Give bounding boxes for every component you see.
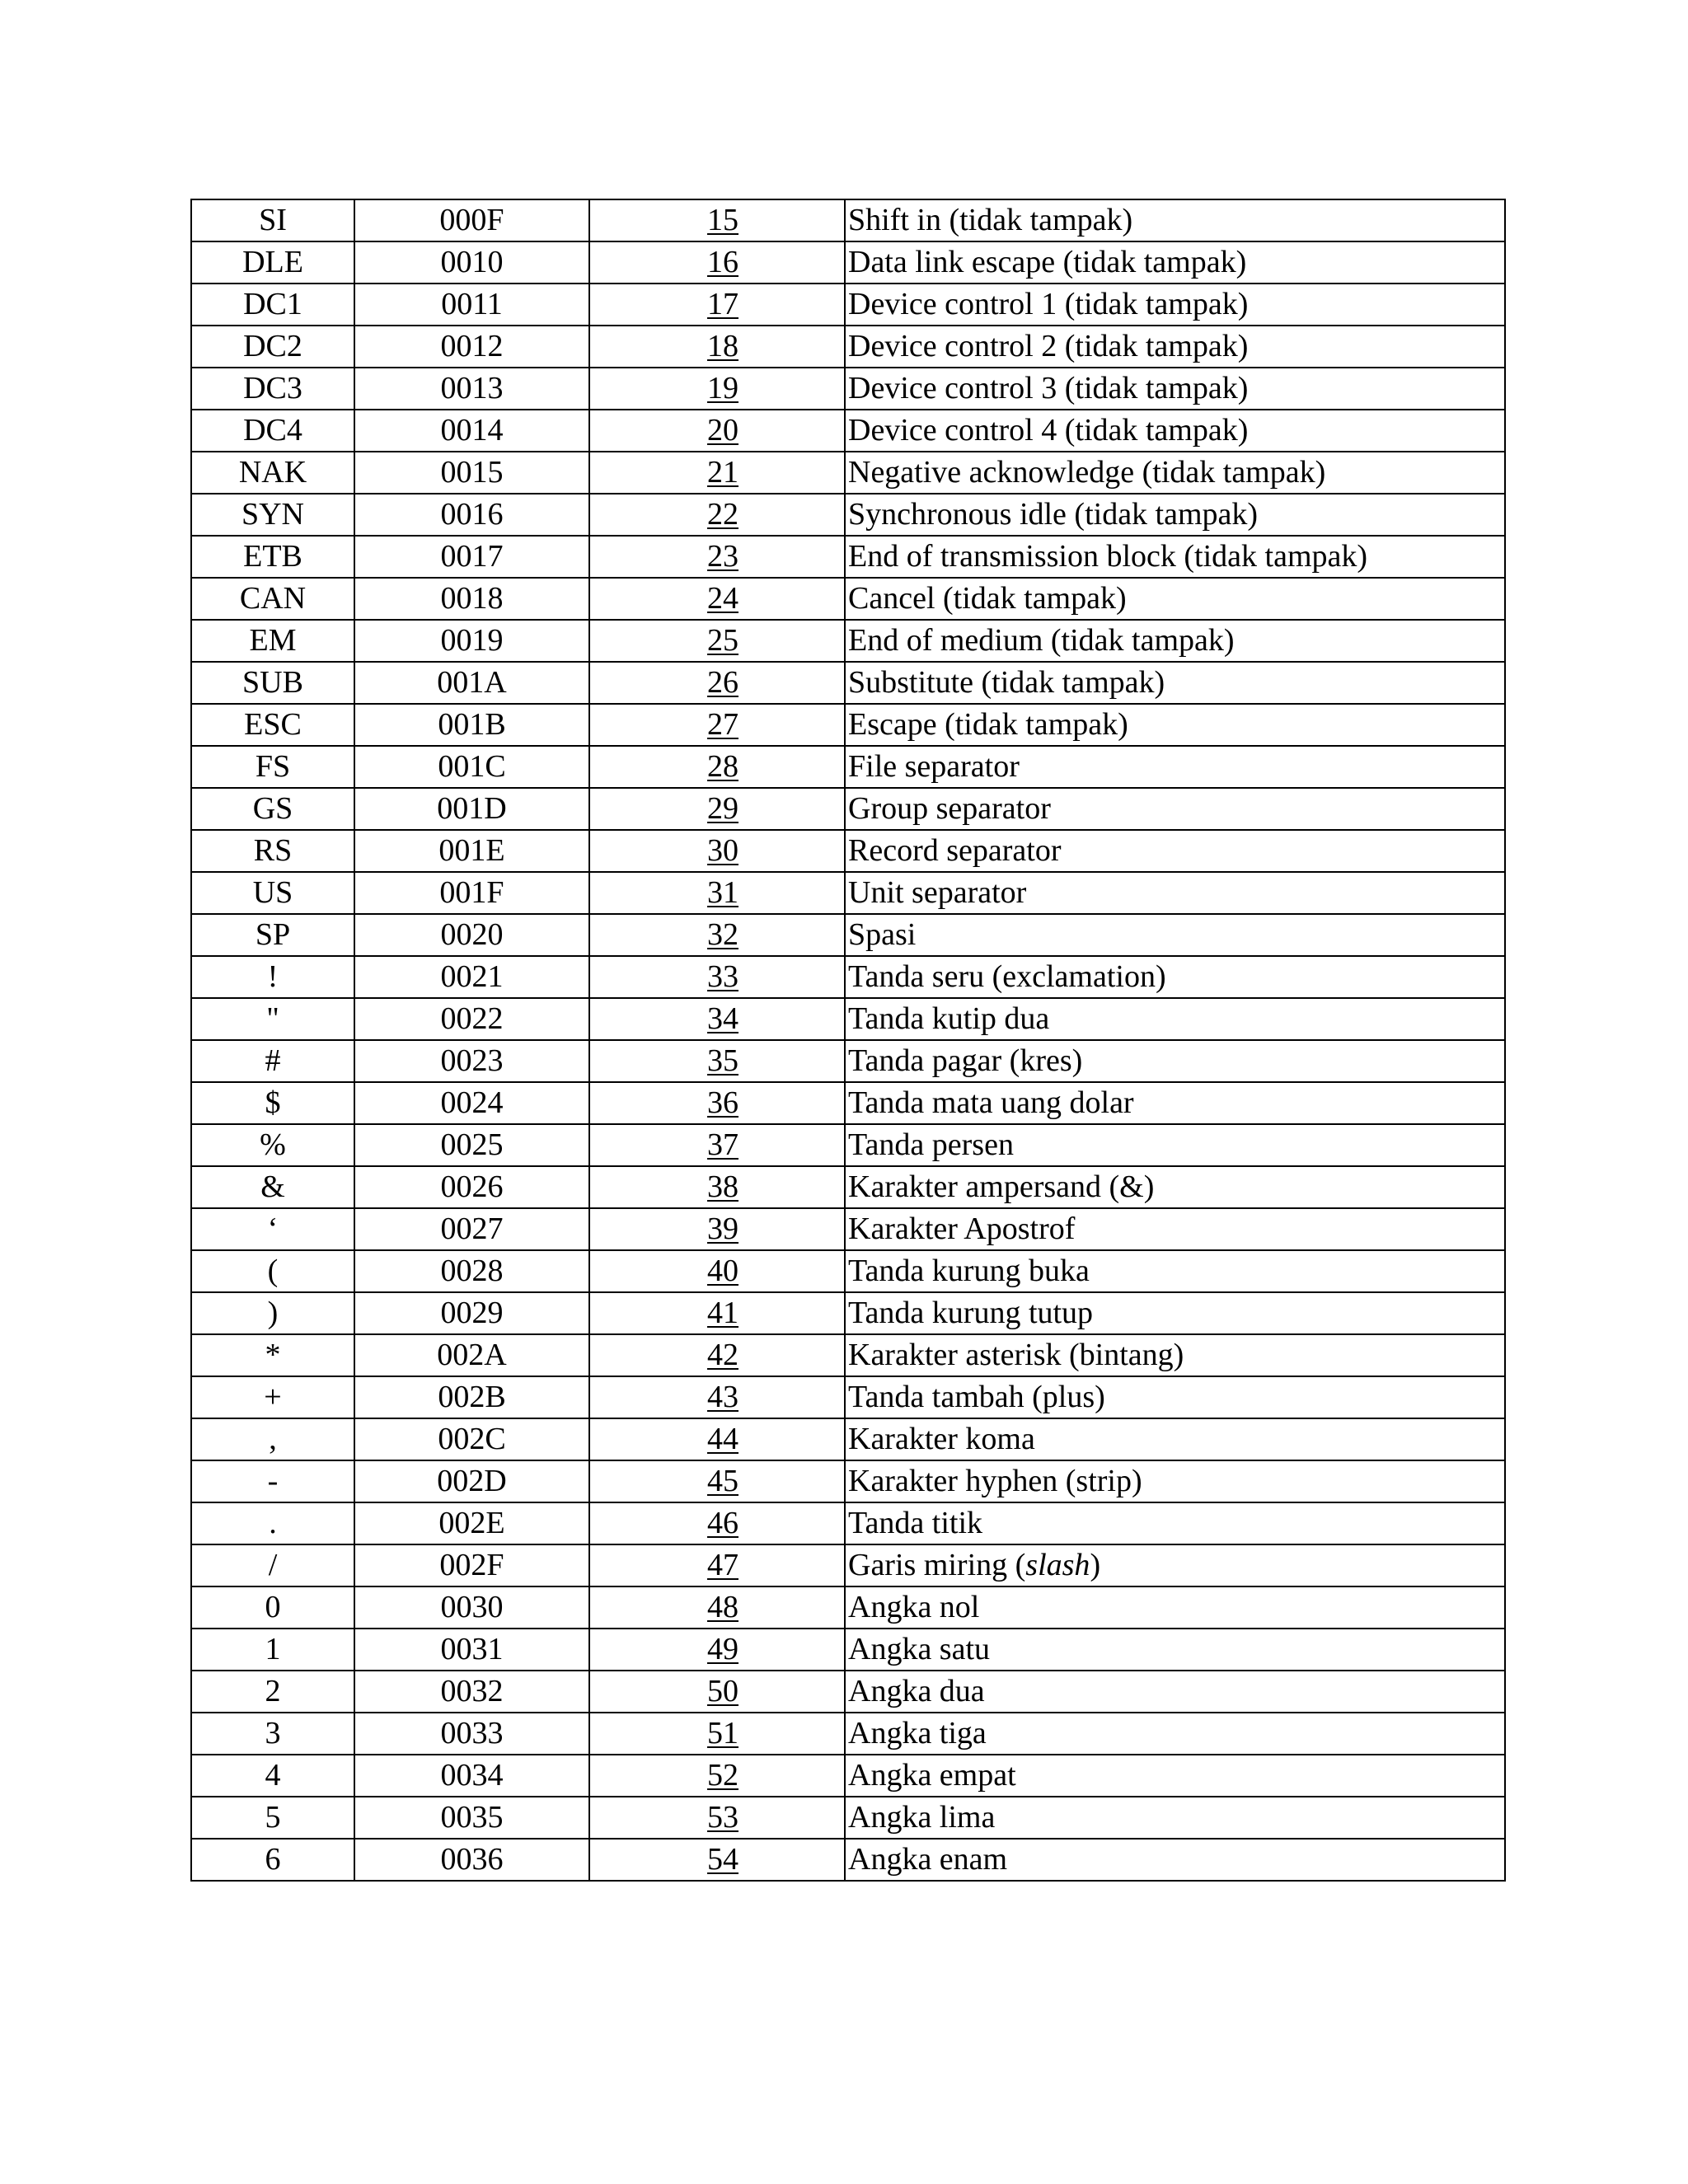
decimal-code-cell bbox=[589, 1797, 845, 1839]
table-row bbox=[191, 998, 1505, 1040]
character-cell: + bbox=[191, 1376, 354, 1418]
description-cell: Device control 2 (tidak tampak) bbox=[845, 326, 1505, 368]
description-cell: Shift in (tidak tampak) bbox=[845, 199, 1505, 241]
table-row bbox=[191, 452, 1505, 494]
table-row bbox=[191, 494, 1505, 536]
table-row bbox=[191, 1586, 1505, 1629]
decimal-code-link[interactable]: 25 bbox=[707, 623, 738, 658]
character-cell: US bbox=[191, 872, 354, 914]
decimal-code-cell bbox=[589, 1334, 845, 1376]
hex-code-cell: 0035 bbox=[354, 1797, 589, 1839]
decimal-code-link[interactable]: 49 bbox=[707, 1632, 738, 1666]
decimal-code-link[interactable]: 52 bbox=[707, 1758, 738, 1793]
character-cell: , bbox=[191, 1418, 354, 1460]
character-cell: & bbox=[191, 1166, 354, 1208]
decimal-code-link[interactable]: 23 bbox=[707, 539, 738, 574]
table-row bbox=[191, 1671, 1505, 1713]
character-cell: * bbox=[191, 1334, 354, 1376]
character-cell: DC4 bbox=[191, 410, 354, 452]
table-row bbox=[191, 662, 1505, 704]
description-cell: Cancel (tidak tampak) bbox=[845, 578, 1505, 620]
decimal-code-link[interactable]: 42 bbox=[707, 1338, 738, 1372]
hex-code-cell: 0028 bbox=[354, 1250, 589, 1292]
description-cell: Angka satu bbox=[845, 1629, 1505, 1671]
decimal-code-link[interactable]: 39 bbox=[707, 1212, 738, 1246]
character-cell: DC1 bbox=[191, 284, 354, 326]
decimal-code-cell bbox=[589, 788, 845, 830]
decimal-code-link[interactable]: 21 bbox=[707, 455, 738, 490]
table-row bbox=[191, 746, 1505, 788]
character-cell: ETB bbox=[191, 536, 354, 578]
character-cell: ESC bbox=[191, 704, 354, 746]
decimal-code-link[interactable]: 50 bbox=[707, 1674, 738, 1708]
decimal-code-cell bbox=[589, 1629, 845, 1671]
decimal-code-link[interactable]: 22 bbox=[707, 497, 738, 532]
character-cell: ( bbox=[191, 1250, 354, 1292]
table-row bbox=[191, 1544, 1505, 1586]
table-row bbox=[191, 1418, 1505, 1460]
decimal-code-link[interactable]: 19 bbox=[707, 371, 738, 405]
decimal-code-link[interactable]: 26 bbox=[707, 665, 738, 700]
table-row bbox=[191, 914, 1505, 956]
description-cell: Device control 3 (tidak tampak) bbox=[845, 368, 1505, 410]
character-cell: # bbox=[191, 1040, 354, 1082]
table-row bbox=[191, 620, 1505, 662]
character-cell: % bbox=[191, 1124, 354, 1166]
description-cell: Karakter koma bbox=[845, 1418, 1505, 1460]
description-cell: Device control 1 (tidak tampak) bbox=[845, 284, 1505, 326]
hex-code-cell: 0016 bbox=[354, 494, 589, 536]
hex-code-cell: 0034 bbox=[354, 1755, 589, 1797]
description-cell bbox=[845, 1544, 1505, 1586]
description-cell: Karakter asterisk (bintang) bbox=[845, 1334, 1505, 1376]
description-cell: Angka tiga bbox=[845, 1713, 1505, 1755]
table-row bbox=[191, 788, 1505, 830]
decimal-code-link[interactable]: 54 bbox=[707, 1842, 738, 1877]
description-cell: Karakter ampersand (&) bbox=[845, 1166, 1505, 1208]
table-row bbox=[191, 1755, 1505, 1797]
description-cell: Substitute (tidak tampak) bbox=[845, 662, 1505, 704]
character-cell: FS bbox=[191, 746, 354, 788]
character-cell: SYN bbox=[191, 494, 354, 536]
decimal-code-link[interactable]: 45 bbox=[707, 1464, 738, 1498]
hex-code-cell: 002A bbox=[354, 1334, 589, 1376]
decimal-code-cell bbox=[589, 998, 845, 1040]
description-cell: Tanda pagar (kres) bbox=[845, 1040, 1505, 1082]
description-cell: Angka empat bbox=[845, 1755, 1505, 1797]
description-cell: Karakter Apostrof bbox=[845, 1208, 1505, 1250]
decimal-code-cell bbox=[589, 746, 845, 788]
decimal-code-link[interactable]: 32 bbox=[707, 917, 738, 952]
decimal-code-cell bbox=[589, 368, 845, 410]
decimal-code-link[interactable]: 44 bbox=[707, 1422, 738, 1456]
character-cell: $ bbox=[191, 1082, 354, 1124]
hex-code-cell: 0013 bbox=[354, 368, 589, 410]
hex-code-cell: 0033 bbox=[354, 1713, 589, 1755]
description-cell: Angka nol bbox=[845, 1586, 1505, 1629]
hex-code-cell: 001A bbox=[354, 662, 589, 704]
table-row bbox=[191, 1460, 1505, 1502]
hex-code-cell: 001D bbox=[354, 788, 589, 830]
description-cell: End of medium (tidak tampak) bbox=[845, 620, 1505, 662]
decimal-code-cell bbox=[589, 956, 845, 998]
hex-code-cell: 0014 bbox=[354, 410, 589, 452]
description-cell: Synchronous idle (tidak tampak) bbox=[845, 494, 1505, 536]
table-row bbox=[191, 1334, 1505, 1376]
character-cell: DC3 bbox=[191, 368, 354, 410]
table-row bbox=[191, 199, 1505, 241]
table-row bbox=[191, 410, 1505, 452]
decimal-code-cell bbox=[589, 1586, 845, 1629]
character-cell: 1 bbox=[191, 1629, 354, 1671]
decimal-code-cell bbox=[589, 662, 845, 704]
character-cell: 2 bbox=[191, 1671, 354, 1713]
description-cell: Tanda seru (exclamation) bbox=[845, 956, 1505, 998]
table-row bbox=[191, 1208, 1505, 1250]
decimal-code-cell bbox=[589, 1418, 845, 1460]
description-text: Garis miring ( bbox=[848, 1548, 1026, 1582]
decimal-code-link[interactable]: 31 bbox=[707, 875, 738, 910]
hex-code-cell: 0030 bbox=[354, 1586, 589, 1629]
decimal-code-link[interactable]: 43 bbox=[707, 1380, 738, 1414]
decimal-code-cell bbox=[589, 1250, 845, 1292]
description-cell: Negative acknowledge (tidak tampak) bbox=[845, 452, 1505, 494]
description-cell: Tanda titik bbox=[845, 1502, 1505, 1544]
decimal-code-link[interactable]: 38 bbox=[707, 1169, 738, 1204]
hex-code-cell: 002C bbox=[354, 1418, 589, 1460]
table-row bbox=[191, 1250, 1505, 1292]
table-row bbox=[191, 956, 1505, 998]
decimal-code-cell bbox=[589, 1082, 845, 1124]
description-cell: Tanda mata uang dolar bbox=[845, 1082, 1505, 1124]
decimal-code-link[interactable]: 48 bbox=[707, 1590, 738, 1624]
decimal-code-link[interactable]: 15 bbox=[707, 203, 738, 237]
hex-code-cell: 001C bbox=[354, 746, 589, 788]
decimal-code-cell bbox=[589, 1671, 845, 1713]
description-cell: Record separator bbox=[845, 830, 1505, 872]
description-cell: Tanda kurung tutup bbox=[845, 1292, 1505, 1334]
decimal-code-cell bbox=[589, 1460, 845, 1502]
table-row bbox=[191, 1839, 1505, 1881]
character-cell: CAN bbox=[191, 578, 354, 620]
decimal-code-cell bbox=[589, 830, 845, 872]
decimal-code-cell bbox=[589, 1208, 845, 1250]
decimal-code-cell bbox=[589, 241, 845, 284]
hex-code-cell: 002F bbox=[354, 1544, 589, 1586]
decimal-code-cell bbox=[589, 410, 845, 452]
hex-code-cell: 002E bbox=[354, 1502, 589, 1544]
description-cell: Escape (tidak tampak) bbox=[845, 704, 1505, 746]
character-cell: / bbox=[191, 1544, 354, 1586]
hex-code-cell: 0036 bbox=[354, 1839, 589, 1881]
description-cell: Device control 4 (tidak tampak) bbox=[845, 410, 1505, 452]
hex-code-cell: 0023 bbox=[354, 1040, 589, 1082]
decimal-code-cell bbox=[589, 199, 845, 241]
hex-code-cell: 0026 bbox=[354, 1166, 589, 1208]
decimal-code-link[interactable]: 17 bbox=[707, 287, 738, 321]
character-cell: 4 bbox=[191, 1755, 354, 1797]
description-cell: Angka lima bbox=[845, 1797, 1505, 1839]
description-cell: Tanda tambah (plus) bbox=[845, 1376, 1505, 1418]
decimal-code-cell bbox=[589, 1544, 845, 1586]
ascii-code-table bbox=[190, 199, 1506, 1882]
decimal-code-link[interactable]: 33 bbox=[707, 959, 738, 994]
table-row bbox=[191, 1629, 1505, 1671]
hex-code-cell: 0032 bbox=[354, 1671, 589, 1713]
decimal-code-cell bbox=[589, 914, 845, 956]
table-row bbox=[191, 1040, 1505, 1082]
hex-code-cell: 0029 bbox=[354, 1292, 589, 1334]
decimal-code-cell bbox=[589, 578, 845, 620]
table-row bbox=[191, 872, 1505, 914]
character-cell: - bbox=[191, 1460, 354, 1502]
character-cell: SI bbox=[191, 199, 354, 241]
character-cell: ) bbox=[191, 1292, 354, 1334]
table-row bbox=[191, 241, 1505, 284]
hex-code-cell: 0031 bbox=[354, 1629, 589, 1671]
hex-code-cell: 0011 bbox=[354, 284, 589, 326]
character-cell: NAK bbox=[191, 452, 354, 494]
decimal-code-link[interactable]: 28 bbox=[707, 749, 738, 784]
hex-code-cell: 0019 bbox=[354, 620, 589, 662]
table-row bbox=[191, 830, 1505, 872]
hex-code-cell: 001F bbox=[354, 872, 589, 914]
decimal-code-link[interactable]: 36 bbox=[707, 1085, 738, 1120]
decimal-code-link[interactable]: 47 bbox=[707, 1548, 738, 1582]
character-cell: DC2 bbox=[191, 326, 354, 368]
decimal-code-link[interactable]: 35 bbox=[707, 1043, 738, 1078]
character-cell: DLE bbox=[191, 241, 354, 284]
character-cell: EM bbox=[191, 620, 354, 662]
decimal-code-cell bbox=[589, 1040, 845, 1082]
table-row bbox=[191, 1502, 1505, 1544]
decimal-code-cell bbox=[589, 1166, 845, 1208]
table-row bbox=[191, 536, 1505, 578]
decimal-code-link[interactable]: 34 bbox=[707, 1001, 738, 1036]
description-italic-term: slash bbox=[1025, 1548, 1090, 1582]
description-cell: File separator bbox=[845, 746, 1505, 788]
table-row bbox=[191, 1166, 1505, 1208]
hex-code-cell: 002B bbox=[354, 1376, 589, 1418]
description-cell: Angka enam bbox=[845, 1839, 1505, 1881]
table-row bbox=[191, 1292, 1505, 1334]
description-cell: Data link escape (tidak tampak) bbox=[845, 241, 1505, 284]
decimal-code-cell bbox=[589, 1839, 845, 1881]
description-cell: Tanda kurung buka bbox=[845, 1250, 1505, 1292]
character-cell: ‘ bbox=[191, 1208, 354, 1250]
character-cell: ! bbox=[191, 956, 354, 998]
decimal-code-cell bbox=[589, 1124, 845, 1166]
hex-code-cell: 001B bbox=[354, 704, 589, 746]
decimal-code-cell bbox=[589, 494, 845, 536]
description-cell: Unit separator bbox=[845, 872, 1505, 914]
table-row bbox=[191, 326, 1505, 368]
decimal-code-cell bbox=[589, 326, 845, 368]
decimal-code-link[interactable]: 53 bbox=[707, 1800, 738, 1835]
hex-code-cell: 0018 bbox=[354, 578, 589, 620]
decimal-code-link[interactable]: 20 bbox=[707, 413, 738, 448]
description-cell: End of transmission block (tidak tampak) bbox=[845, 536, 1505, 578]
decimal-code-link[interactable]: 40 bbox=[707, 1254, 738, 1288]
hex-code-cell: 0025 bbox=[354, 1124, 589, 1166]
table-row bbox=[191, 1797, 1505, 1839]
decimal-code-link[interactable]: 27 bbox=[707, 707, 738, 742]
decimal-code-link[interactable]: 30 bbox=[707, 833, 738, 868]
decimal-code-link[interactable]: 16 bbox=[707, 245, 738, 279]
table-row bbox=[191, 704, 1505, 746]
hex-code-cell: 001E bbox=[354, 830, 589, 872]
decimal-code-cell bbox=[589, 1502, 845, 1544]
hex-code-cell: 000F bbox=[354, 199, 589, 241]
table-row bbox=[191, 578, 1505, 620]
character-cell: 6 bbox=[191, 1839, 354, 1881]
table-row bbox=[191, 1713, 1505, 1755]
hex-code-cell: 0022 bbox=[354, 998, 589, 1040]
description-text: ) bbox=[1090, 1548, 1101, 1582]
decimal-code-cell bbox=[589, 704, 845, 746]
hex-code-cell: 002D bbox=[354, 1460, 589, 1502]
description-cell: Tanda persen bbox=[845, 1124, 1505, 1166]
hex-code-cell: 0024 bbox=[354, 1082, 589, 1124]
character-cell: RS bbox=[191, 830, 354, 872]
hex-code-cell: 0012 bbox=[354, 326, 589, 368]
character-cell: . bbox=[191, 1502, 354, 1544]
decimal-code-link[interactable]: 37 bbox=[707, 1127, 738, 1162]
decimal-code-link[interactable]: 46 bbox=[707, 1506, 738, 1540]
description-cell: Tanda kutip dua bbox=[845, 998, 1505, 1040]
decimal-code-cell bbox=[589, 536, 845, 578]
ascii-table-body bbox=[191, 199, 1505, 1881]
decimal-code-cell bbox=[589, 620, 845, 662]
character-cell: 0 bbox=[191, 1586, 354, 1629]
table-row bbox=[191, 1376, 1505, 1418]
table-row bbox=[191, 284, 1505, 326]
description-cell: Group separator bbox=[845, 788, 1505, 830]
hex-code-cell: 0027 bbox=[354, 1208, 589, 1250]
decimal-code-cell bbox=[589, 1376, 845, 1418]
description-cell: Spasi bbox=[845, 914, 1505, 956]
decimal-code-cell bbox=[589, 284, 845, 326]
table-row bbox=[191, 368, 1505, 410]
decimal-code-link[interactable]: 51 bbox=[707, 1716, 738, 1750]
decimal-code-cell bbox=[589, 452, 845, 494]
decimal-code-cell bbox=[589, 1292, 845, 1334]
table-row bbox=[191, 1124, 1505, 1166]
hex-code-cell: 0015 bbox=[354, 452, 589, 494]
description-cell: Karakter hyphen (strip) bbox=[845, 1460, 1505, 1502]
decimal-code-link[interactable]: 29 bbox=[707, 791, 738, 826]
character-cell: GS bbox=[191, 788, 354, 830]
decimal-code-cell bbox=[589, 872, 845, 914]
hex-code-cell: 0021 bbox=[354, 956, 589, 998]
character-cell: 3 bbox=[191, 1713, 354, 1755]
decimal-code-link[interactable]: 18 bbox=[707, 329, 738, 363]
description-cell: Angka dua bbox=[845, 1671, 1505, 1713]
character-cell: " bbox=[191, 998, 354, 1040]
hex-code-cell: 0020 bbox=[354, 914, 589, 956]
decimal-code-cell bbox=[589, 1755, 845, 1797]
decimal-code-cell bbox=[589, 1713, 845, 1755]
decimal-code-link[interactable]: 41 bbox=[707, 1296, 738, 1330]
table-row bbox=[191, 1082, 1505, 1124]
hex-code-cell: 0010 bbox=[354, 241, 589, 284]
character-cell: 5 bbox=[191, 1797, 354, 1839]
character-cell: SP bbox=[191, 914, 354, 956]
hex-code-cell: 0017 bbox=[354, 536, 589, 578]
decimal-code-link[interactable]: 24 bbox=[707, 581, 738, 616]
character-cell: SUB bbox=[191, 662, 354, 704]
